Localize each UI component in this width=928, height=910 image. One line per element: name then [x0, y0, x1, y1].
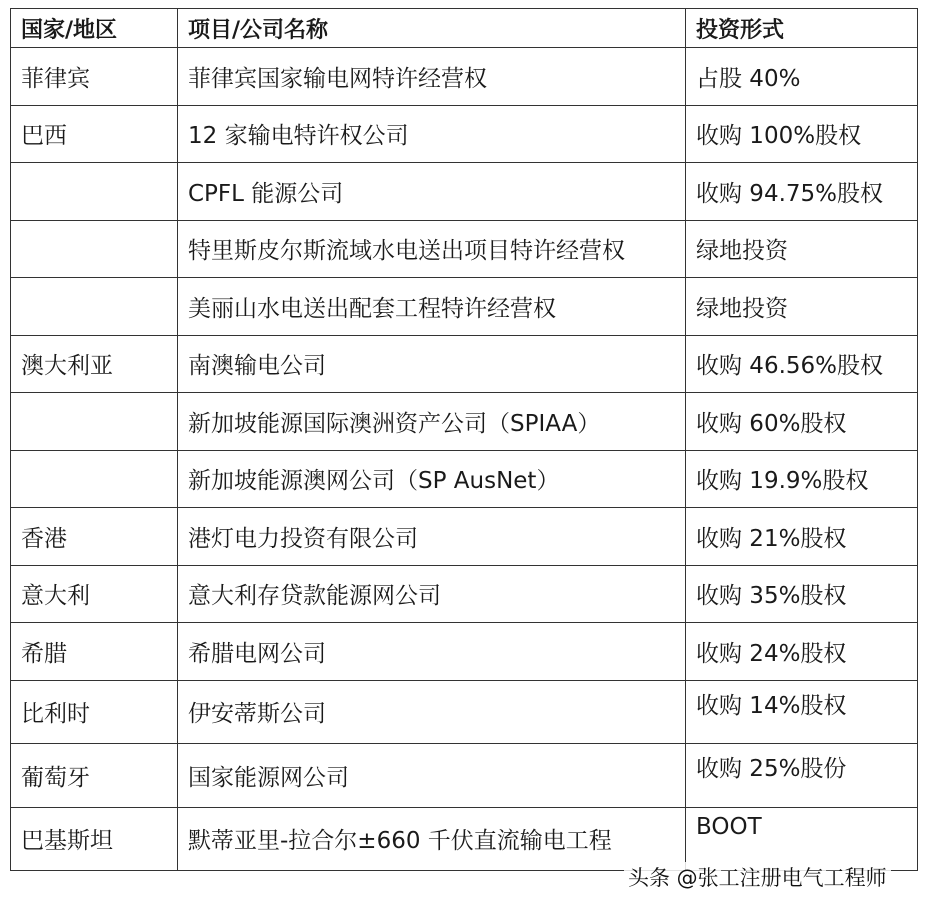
cell-country: 意大利 — [11, 565, 178, 623]
cell-country — [11, 163, 178, 221]
cell-country: 香港 — [11, 508, 178, 566]
cell-project: 港灯电力投资有限公司 — [178, 508, 686, 566]
cell-form: 占股 40% — [686, 48, 918, 106]
cell-form: 收购 94.75%股权 — [686, 163, 918, 221]
cell-form: BOOT — [686, 807, 918, 871]
cell-country: 希腊 — [11, 623, 178, 681]
cell-project: 伊安蒂斯公司 — [178, 680, 686, 744]
cell-country: 澳大利亚 — [11, 335, 178, 393]
cell-country: 比利时 — [11, 680, 178, 744]
cell-project: 希腊电网公司 — [178, 623, 686, 681]
cell-project: 国家能源网公司 — [178, 744, 686, 808]
cell-form: 绿地投资 — [686, 278, 918, 336]
cell-project: 12 家输电特许权公司 — [178, 105, 686, 163]
table-row — [11, 565, 918, 623]
cell-form: 收购 60%股权 — [686, 393, 918, 451]
cell-form: 收购 14%股权 — [686, 680, 918, 744]
cell-country — [11, 278, 178, 336]
cell-country: 菲律宾 — [11, 48, 178, 106]
table-row — [11, 680, 918, 744]
table-row — [11, 623, 918, 681]
cell-project: 新加坡能源澳网公司（SP AusNet） — [178, 450, 686, 508]
table-row — [11, 163, 918, 221]
cell-country: 巴西 — [11, 105, 178, 163]
table-row — [11, 48, 918, 106]
cell-form: 收购 19.9%股权 — [686, 450, 918, 508]
cell-project: 南澳输电公司 — [178, 335, 686, 393]
cell-country — [11, 220, 178, 278]
cell-project: 默蒂亚里-拉合尔±660 千伏直流输电工程 — [178, 807, 686, 871]
cell-project: CPFL 能源公司 — [178, 163, 686, 221]
table-row — [11, 508, 918, 566]
cell-form: 收购 35%股权 — [686, 565, 918, 623]
cell-project: 美丽山水电送出配套工程特许经营权 — [178, 278, 686, 336]
watermark: 头条 @张工注册电气工程师 — [624, 862, 891, 892]
cell-country: 葡萄牙 — [11, 744, 178, 808]
cell-form: 收购 21%股权 — [686, 508, 918, 566]
cell-country — [11, 393, 178, 451]
cell-form: 收购 100%股权 — [686, 105, 918, 163]
header-form: 投资形式 — [686, 9, 918, 48]
table-row — [11, 807, 918, 871]
cell-form: 收购 25%股份 — [686, 744, 918, 808]
cell-form: 绿地投资 — [686, 220, 918, 278]
cell-country — [11, 450, 178, 508]
cell-country: 巴基斯坦 — [11, 807, 178, 871]
cell-form: 收购 24%股权 — [686, 623, 918, 681]
table-row — [11, 278, 918, 336]
cell-project: 意大利存贷款能源网公司 — [178, 565, 686, 623]
table-row — [11, 450, 918, 508]
cell-project: 菲律宾国家输电网特许经营权 — [178, 48, 686, 106]
cell-project: 新加坡能源国际澳洲资产公司（SPIAA） — [178, 393, 686, 451]
table-row — [11, 393, 918, 451]
cell-form: 收购 46.56%股权 — [686, 335, 918, 393]
table-row — [11, 220, 918, 278]
table-row — [11, 105, 918, 163]
header-row — [11, 9, 918, 48]
table-row — [11, 335, 918, 393]
header-country: 国家/地区 — [11, 9, 178, 48]
header-project: 项目/公司名称 — [178, 9, 686, 48]
cell-project: 特里斯皮尔斯流域水电送出项目特许经营权 — [178, 220, 686, 278]
investment-table — [10, 8, 918, 871]
table-row — [11, 744, 918, 808]
